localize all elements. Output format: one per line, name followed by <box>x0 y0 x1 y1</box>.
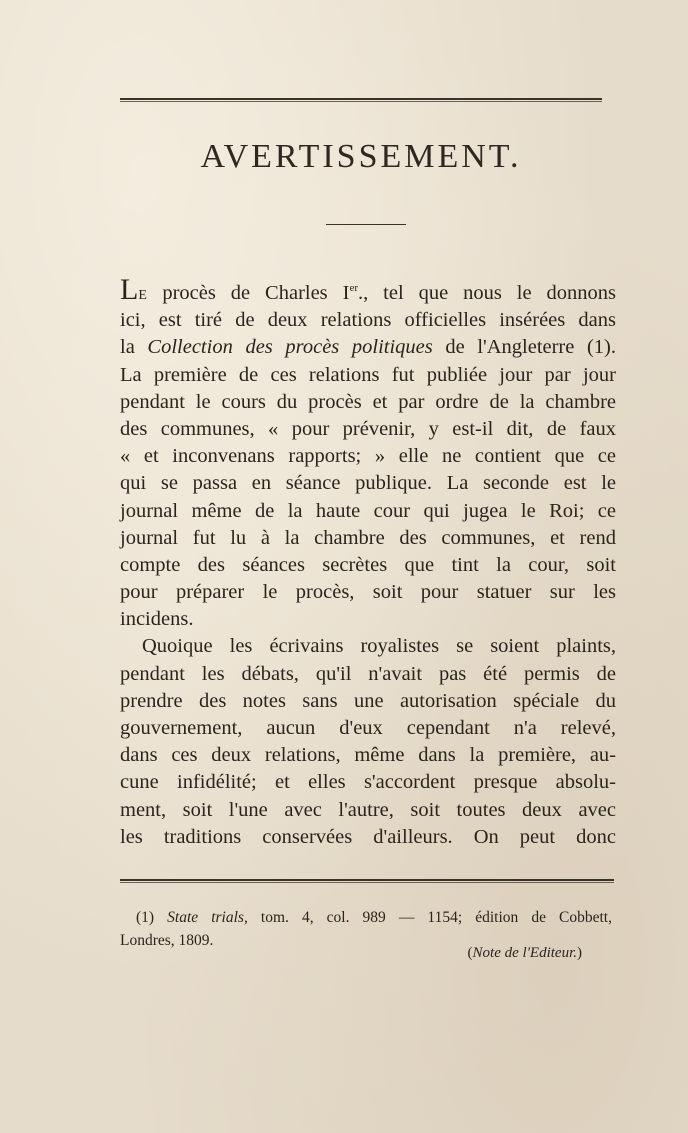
body-line: incidens. <box>120 608 194 631</box>
footnote-separator-rule <box>120 879 614 883</box>
body-line: pendant les débats, qu'il n'avait pas été permis de <box>120 662 616 685</box>
body-line: compte des séances secrètes que tint la cour, soit <box>120 553 616 576</box>
body-line: la Collection des procès politiques de l'Angleterre (1). <box>120 336 617 359</box>
body-line: journal fut lu à la chambre des communes, et rend <box>120 526 616 549</box>
body-line: pour préparer le procès, soit pour statuer sur les <box>120 581 616 604</box>
drop-capital: L <box>120 273 139 306</box>
body-line: des communes, « pour prévenir, y est-il dit, de faux <box>120 417 616 440</box>
body-line: qui se passa en séance publique. La seconde est le <box>120 472 616 495</box>
body-line: pendant le cours du procès et par ordre de la chambre <box>120 390 616 413</box>
footnote-line: (1) State trials, tom. 4, col. 989 — 1154; édition de Cobbett, <box>136 909 612 926</box>
body-line: les traditions conservées d'ailleurs. On peut donc <box>120 825 616 848</box>
body-text <box>120 273 617 851</box>
footnote-line: Londres, 1809. <box>120 932 214 949</box>
page-title: AVERTISSEMENT. <box>200 138 522 175</box>
body-line: gouvernement, aucun d'eux cependant n'a relevé, <box>120 717 616 739</box>
editor-note: (Note de l'Editeur.) <box>467 945 582 961</box>
body-line: dans ces deux relations, même dans la première, au- <box>120 744 616 767</box>
body-line: journal même de la haute cour qui jugea le Roi; ce <box>120 499 616 522</box>
body-line: La première de ces relations fut publiée jour par jour <box>120 363 616 386</box>
body-line: ici, est tiré de deux relations officielles insérées dans <box>120 309 616 332</box>
title-separator-rule <box>326 224 406 225</box>
body-line: LE procès de Charles Ier., tel que nous le donnons <box>120 273 616 306</box>
italic-title: Collection des procès politiques <box>147 336 433 359</box>
body-line: Quoique les écrivains royalistes se soient plaints, <box>142 635 616 658</box>
body-line: cune infidélité; et elles s'accordent presque absolu- <box>120 771 616 794</box>
body-line: ment, soit l'une avec l'autre, soit toutes deux avec <box>120 798 616 821</box>
body-line: « et inconvenans rapports; » elle ne contient que ce <box>120 445 616 468</box>
body-line: prendre des notes sans une autorisation spéciale du <box>120 689 616 712</box>
top-double-rule <box>120 98 602 102</box>
